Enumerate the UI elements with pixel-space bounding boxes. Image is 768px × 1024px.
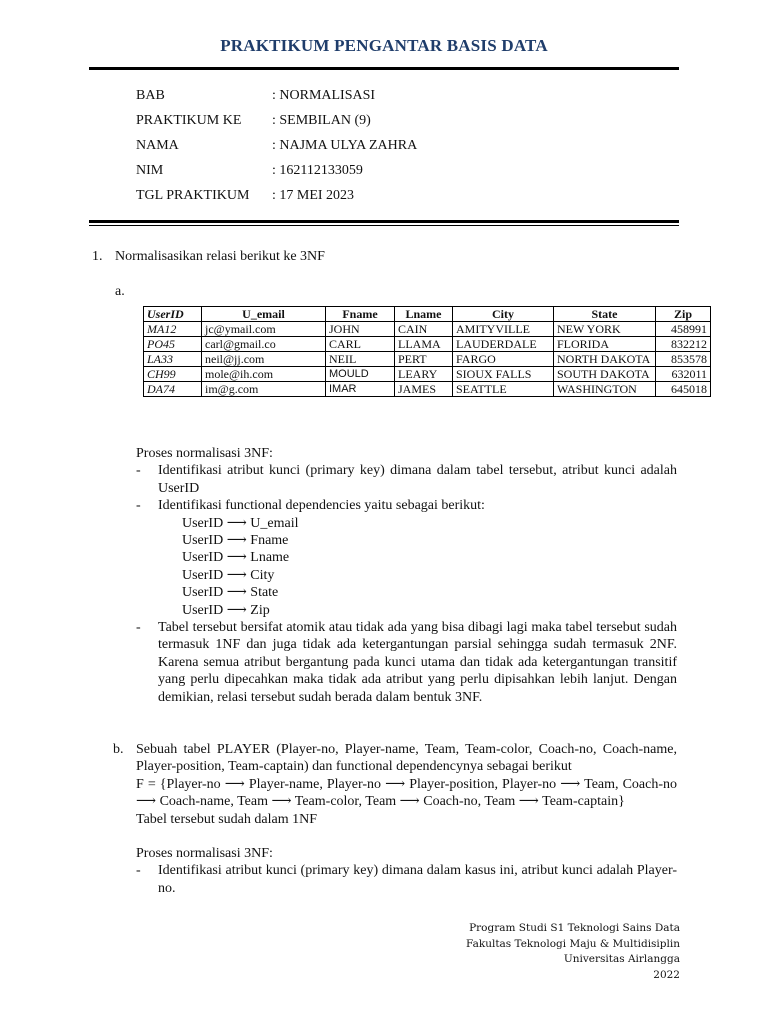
bullet-dash: - [136,463,141,479]
table-cell: LA33 [144,352,202,367]
header-divider-thick [89,220,679,223]
page-footer [466,921,680,983]
table-row [144,337,711,352]
part-b-status: Tabel tersebut sudah dalam 1NF [136,811,317,827]
table-cell: FARGO [453,352,554,367]
info-value: : SEMBILAN (9) [272,113,371,128]
bullet-item [136,462,677,497]
bullet-dash: - [136,863,141,879]
functional-dependency: UserID ⟶ Lname [182,550,290,566]
column-header: U_email [202,307,326,322]
table-cell: LEARY [395,367,453,382]
info-value: : 162112133059 [272,163,363,178]
table-cell: 853578 [656,352,711,367]
table-cell: MA12 [144,322,202,337]
part-b-intro: Sebuah tabel PLAYER (Player-no, Player-name, Team, Team-color, Coach-no, Coach-name, Player-position, Team-captain) dan functional dependencynya sebagai berikut [136,742,677,775]
table-cell: JOHN [326,322,395,337]
spacer [136,828,677,845]
info-row-nama [136,136,417,161]
table-row [144,367,711,382]
table-cell: CAIN [395,322,453,337]
info-row-nim [136,161,417,186]
bullet-text: Identifikasi functional dependencies yaitu sebagai berikut: [158,498,485,514]
table-row [144,382,711,397]
table-cell: AMITYVILLE [453,322,554,337]
info-label: NAMA [136,138,179,153]
footer-program: Program Studi S1 Teknologi Sains Data [469,922,680,934]
column-header: City [453,307,554,322]
bullet-dash: - [136,620,141,636]
part-b-fd-set: F = {Player-no ⟶ Player-name, Player-no ⟶ Player-position, Player-no ⟶ Team, Coach-no ⟶ Coach-name, Team ⟶ Team-color, Team ⟶ Coach-no, Team ⟶ Team-captain} [136,776,677,810]
table-cell: IMAR [326,382,395,397]
info-value: : 17 MEI 2023 [272,188,355,203]
table-cell: LLAMA [395,337,453,352]
column-header: Fname [326,307,395,322]
bullet-text: Identifikasi atribut kunci (primary key) dimana dalam tabel tersebut, atribut kunci adalah UserID [158,463,677,496]
table-cell: MOULD [326,367,395,382]
functional-dependency: UserID ⟶ Zip [182,602,270,618]
column-header: Zip [656,307,711,322]
table-cell: PERT [395,352,453,367]
footer-faculty: Fakultas Teknologi Maju & Multidisiplin [466,937,680,950]
table-cell: im@g.com [202,382,326,397]
table-cell: LAUDERDALE [453,337,554,352]
functional-dependency: UserID ⟶ City [182,567,275,583]
info-label: PRAKTIKUM KE [136,113,242,128]
bullet-dash: - [136,498,141,514]
bullet-item [136,619,677,706]
bullet-text: Tabel tersebut bersifat atomik atau tidak ada yang bisa dibagi lagi maka tabel tersebut sudah termasuk 1NF dan juga tidak ada ketergantungan parsial sehingga sudah termasuk 2NF. Karena semua atribut bergantung pada kunci utama dan tidak ada ketergantungan transitif yang perlu dipecahkan maka tidak ada atribut yang perlu dipisahkan lebih lanjut. Dengan demikian, relasi tersebut sudah berada dalam bentuk 3NF. [158,620,677,705]
info-row-praktikum [136,111,417,136]
page-title: PRAKTIKUM PENGANTAR BASIS DATA [220,36,548,55]
process-title: Proses normalisasi 3NF: [136,846,273,862]
title-divider [89,67,679,70]
table-cell: PO45 [144,337,202,352]
table-cell: 632011 [656,367,711,382]
table-cell: jc@ymail.com [202,322,326,337]
table-cell: JAMES [395,382,453,397]
table-cell: 458991 [656,322,711,337]
table-cell: SIOUX FALLS [453,367,554,382]
column-header: State [554,307,656,322]
info-row-bab [136,86,417,111]
table-cell: WASHINGTON [554,382,656,397]
table-cell: CARL [326,337,395,352]
table-cell: neil@jj.com [202,352,326,367]
process-section-a [136,445,677,706]
table-cell: DA74 [144,382,202,397]
part-a-label: a. [115,284,125,299]
table-header-row [144,307,711,322]
table-cell: carl@gmail.co [202,337,326,352]
info-label: TGL PRAKTIKUM [136,188,250,203]
question-1b [113,741,677,897]
part-b-content [136,741,677,897]
table-cell: FLORIDA [554,337,656,352]
part-b-label: b. [113,742,124,757]
bullet-item [136,862,677,897]
question-1 [92,249,325,265]
process-title: Proses normalisasi 3NF: [136,446,273,461]
info-label: BAB [136,88,165,103]
table-row [144,322,711,337]
functional-dependency: UserID ⟶ Fname [182,533,289,549]
table-cell: NEIL [326,352,395,367]
question-text: Normalisasikan relasi berikut ke 3NF [115,249,325,264]
info-label: NIM [136,163,164,178]
info-value: : NAJMA ULYA ZAHRA [272,138,418,153]
bullet-text: Identifikasi atribut kunci (primary key) dimana dalam kasus ini, atribut kunci adalah Player-no. [158,863,677,896]
column-header: UserID [144,307,202,322]
table-cell: mole@ih.com [202,367,326,382]
table-cell: SOUTH DAKOTA [554,367,656,382]
bullet-item [136,497,677,514]
footer-university: Universitas Airlangga [563,953,680,965]
info-value: : NORMALISASI [272,88,376,103]
table-cell: NEW YORK [554,322,656,337]
table-cell: CH99 [144,367,202,382]
table-cell: 645018 [656,382,711,397]
info-block [136,86,417,211]
functional-dependency: UserID ⟶ U_email [182,515,299,531]
table-cell: 832212 [656,337,711,352]
column-header: Lname [395,307,453,322]
header-divider-thin [89,225,679,226]
info-row-tgl [136,186,417,211]
user-table [143,306,711,397]
table-row [144,352,711,367]
footer-year: 2022 [653,968,680,981]
table-cell: NORTH DAKOTA [554,352,656,367]
functional-dependency: UserID ⟶ State [182,585,279,601]
table-cell: SEATTLE [453,382,554,397]
question-number: 1. [92,249,103,264]
